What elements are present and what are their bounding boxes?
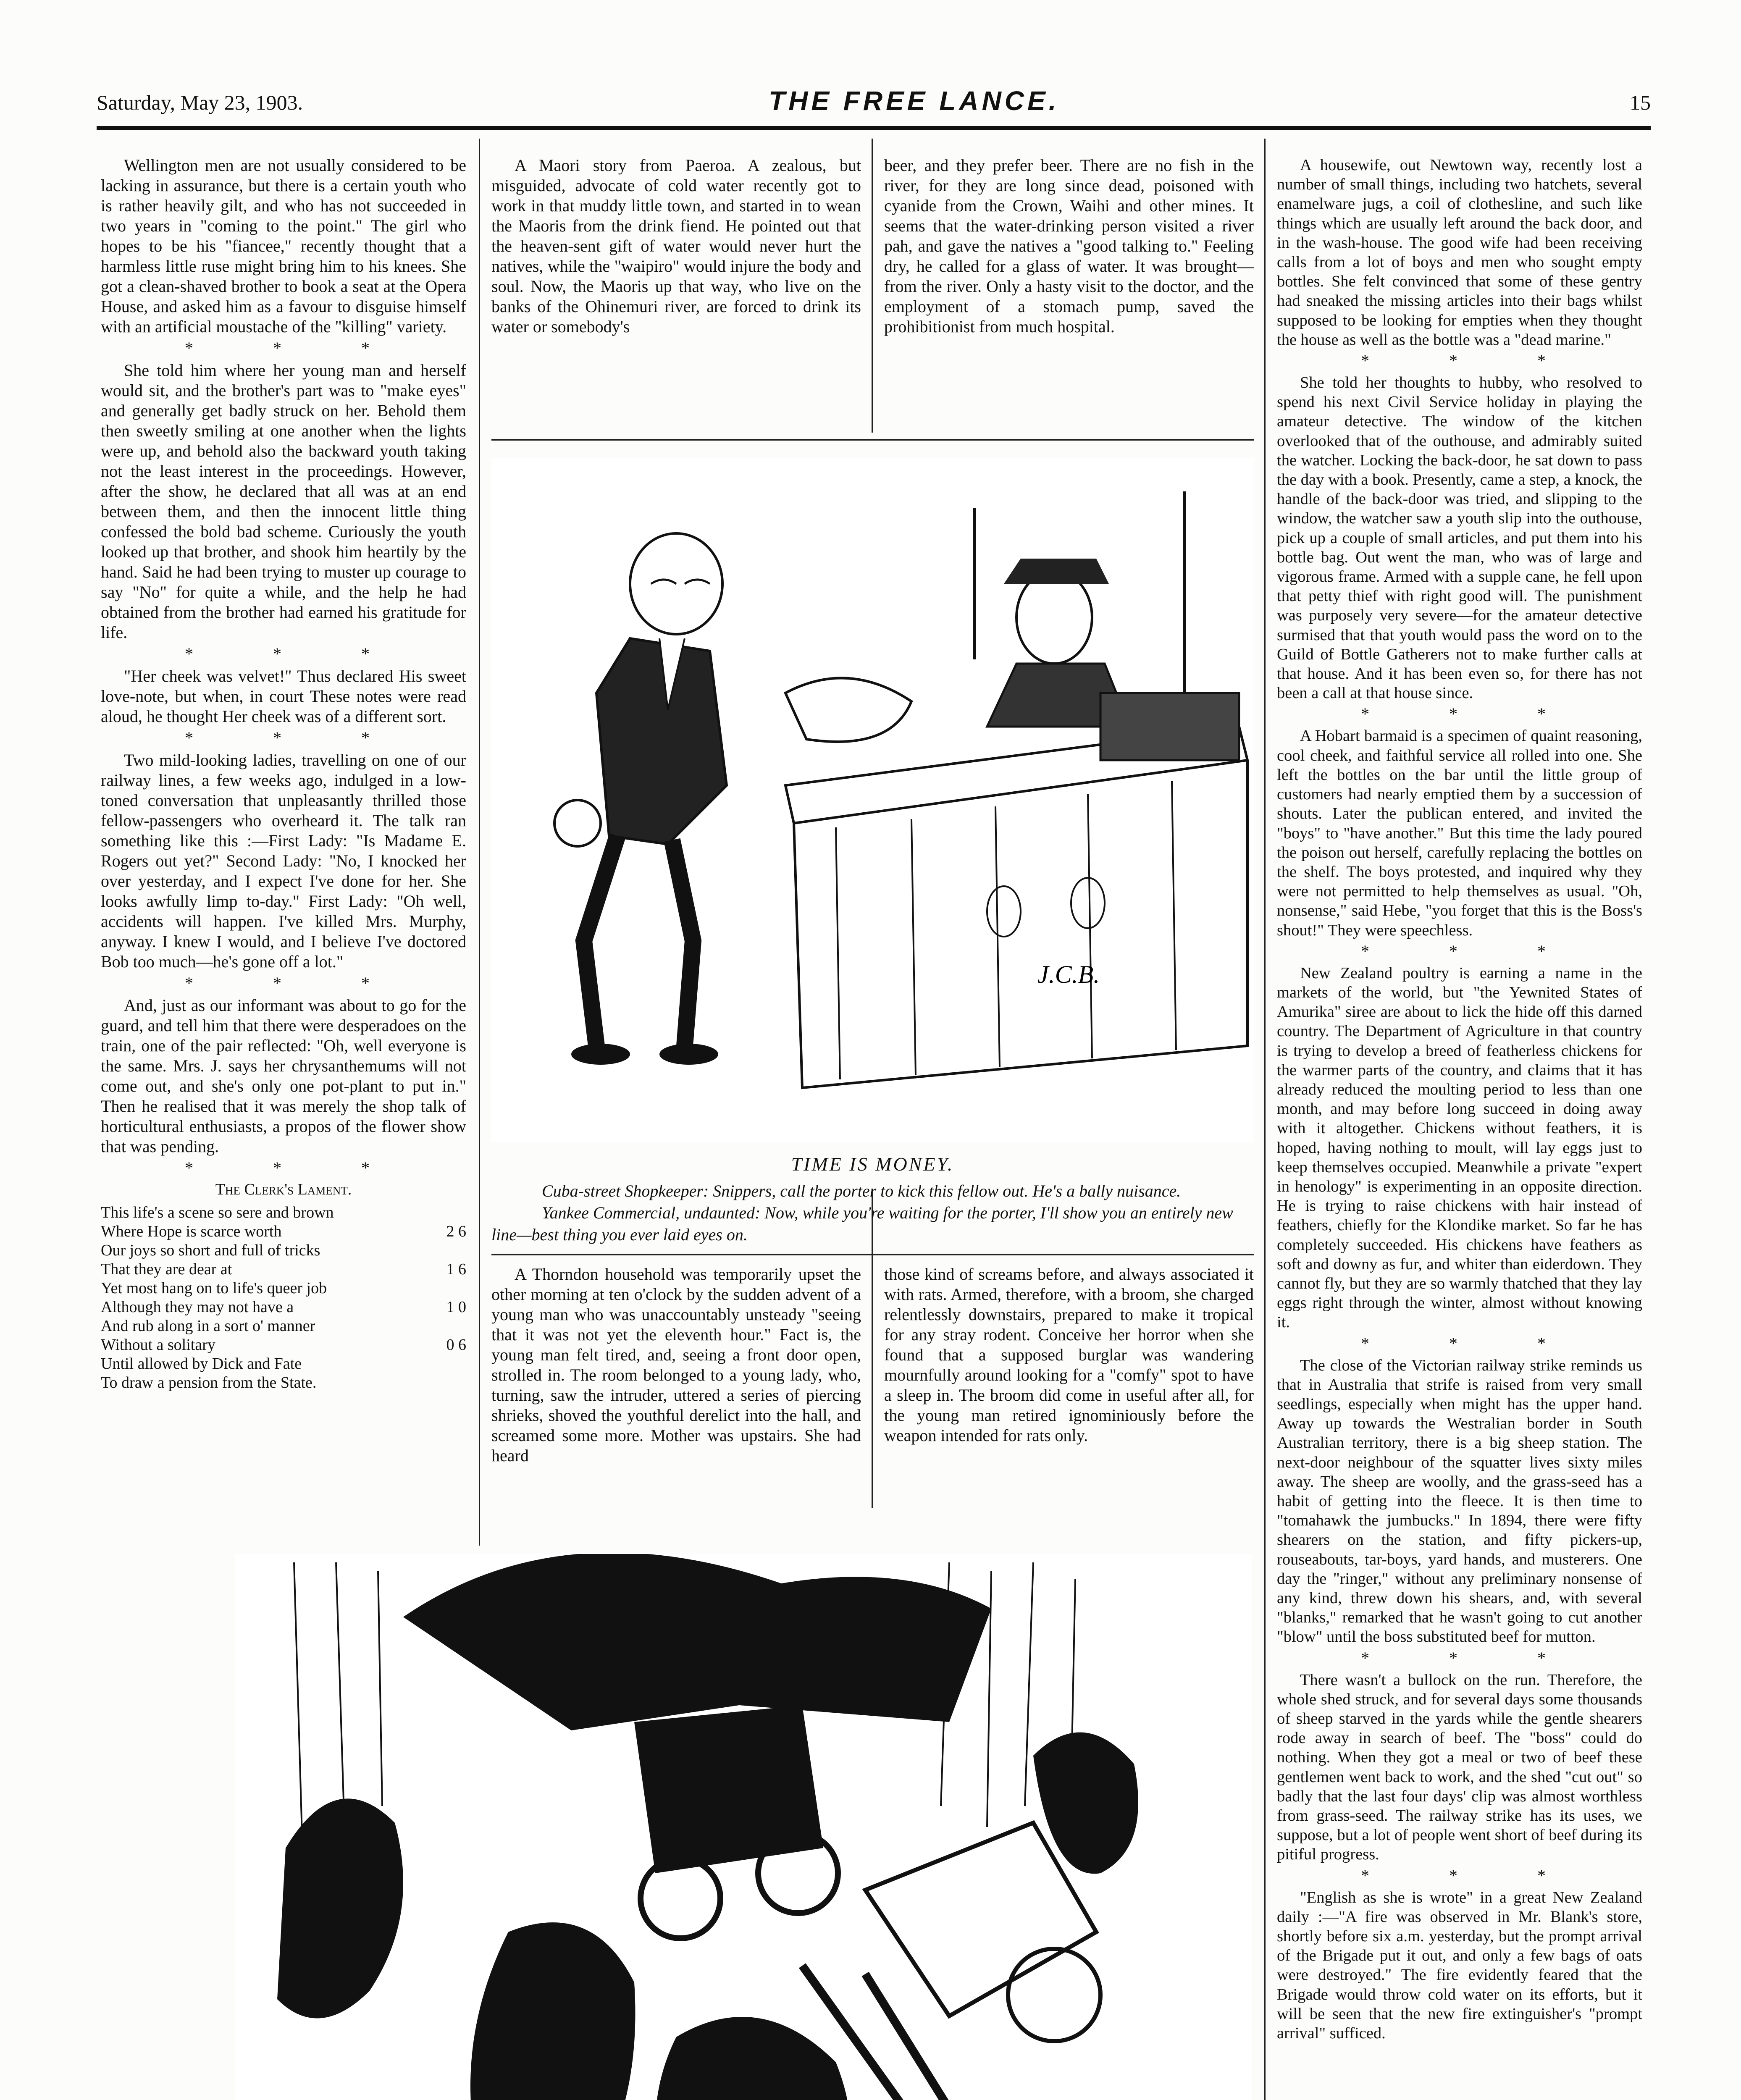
masthead-title: THE FREE LANCE.	[769, 86, 1060, 116]
section-separator: * * *	[1361, 1648, 1583, 1667]
paragraph: beer, and they prefer beer. There are no fish in the river, for they are long since dead, poisoned with cyanide from the Crown, Waihi and other mines. It seems that the water-drinking person visited a river pah, and gave the natives a "good talking to." Feeling dry, he called for a glass of water. It was brought—from the river. Only a hasty visit to the doctor, and the employment of a stomach pump, saved the prohibitionist from much hospital.	[884, 156, 1254, 336]
column-4	[1277, 155, 1642, 2045]
column-divider	[479, 139, 480, 1546]
section-separator: * * *	[1361, 1866, 1583, 1885]
verse-line: Where Hope is scarce worth 2 6	[101, 1223, 466, 1240]
paragraph: "English as she is wrote" in a great New Zealand daily :—"A fire was observed in Mr. Blank's store, shortly before six a.m. yesterday, but the prompt arrival of the Brigade put it out, and only a few bags of oats were destroyed." The fire evidently feared that the Brigade would throw cold water on its efforts, but it will be seen that the new fire extinguisher's "prompt arrival" sufficed.	[1277, 1888, 1642, 2042]
column-divider	[1264, 139, 1266, 2100]
section-separator: * * *	[1361, 351, 1583, 370]
verse-line: That they are dear at 1 6	[101, 1260, 466, 1278]
section-separator: * * *	[1361, 1334, 1583, 1353]
column-2-top	[491, 155, 861, 339]
paragraph: There wasn't a bullock on the run. Therefore, the whole shed struck, and for several days some thousands of sheep starved in the yards while the gentle shearers rode away in search of beef. The "boss" could do nothing. When they got a meal or two of beef these gentlemen went back to work, and the shed "cut out" so badly that the last four days' clip was almost worthless from grass-seed. The railway strike has its uses, we suppose, but a lot of people went short of beef during its pitiful progress.	[1277, 1671, 1642, 1864]
verse-line: Without a solitary 0 6	[101, 1336, 466, 1354]
paragraph: A Hobart barmaid is a specimen of quaint reasoning, cool cheek, and faithful service all rolled into one. She left the bottles on the bar until the little group of customers had nearly emptied them by a succession of shouts. Later the publican entered, and invited the "boys" to "have another." But this time the lady poured the poison out herself, carefully replacing the bottles on the shelf. The boys protested, and inquired why they were not permitted to help themselves as usual. "Oh, nonsense," said Hebe, "you forget that this is the Boss's shout!" They were speechless.	[1277, 727, 1642, 939]
cartoon-caption: Cuba-street Shopkeeper: Snippers, call the porter to kick this fellow out. He's a bally nuisance. Yankee Commercial, undaunted: Now, while you're waiting for the porter, I'll show you an entirely new line—best thing you ever laid eyes on.	[491, 1181, 1233, 1244]
cartoon-title: TIME IS MONEY.	[791, 1153, 954, 1175]
section-separator: * * *	[185, 974, 407, 992]
column-3-mid	[884, 1264, 1254, 1448]
section-separator: * * *	[185, 1158, 407, 1177]
column-divider	[872, 139, 873, 433]
verse-line: Our joys so short and full of tricks	[101, 1242, 320, 1259]
header-rule	[97, 126, 1651, 130]
section-separator: * * *	[185, 644, 407, 663]
paragraph: She told her thoughts to hubby, who resolved to spend his next Civil Service holiday in playing the amateur detective. The window of the kitchen overlooked that of the outhouse, and admirably suited the watcher. Locking the back-door, he sat down to pass the day with a book. Presently, came a step, a knock, the handle of the back-door was tried, and slipping to the window, the watcher saw a youth slip into the outhouse, pick up a couple of small articles, and put them into his bottle bag. Out went the man, who was of large and vigorous frame. Armed with a supple cane, he fell upon that petty thief with right good will. The punishment was purposely very severe—for the amateur detective surmised that that youth would pass the word on to the Guild of Bottle Gatherers not to make further calls at that house. And it has been even so, for there has not been a call at that house since.	[1277, 374, 1642, 702]
section-separator: * * *	[1361, 704, 1583, 724]
verse-line: To draw a pension from the State.	[101, 1374, 317, 1391]
paragraph: Wellington men are not usually considered to be lacking in assurance, but there is a certain youth who is rather heavily gilt, and who has not succeeded in two years in "coming to the point." The girl who hopes to be his "fiancee," recently thought that a harmless little ruse might bring him to his knees. She got a clean-shaved brother to book a seat at the Opera House, and asked him as a favour to disguise himself with an artificial moustache of the "killing" variety.	[101, 156, 466, 336]
issue-date: Saturday, May 23, 1903.	[97, 91, 303, 114]
column-3-top	[884, 155, 1254, 339]
motor-car-illustration	[235, 1554, 1252, 2100]
verse-line: Until allowed by Dick and Fate	[101, 1355, 302, 1373]
verse-line: This life's a scene so sere and brown	[101, 1204, 334, 1221]
paragraph: Two mild-looking ladies, travelling on one of our railway lines, a few weeks ago, indulged in a low-toned conversation that unpleasantly thrilled those fellow-passengers who overheard it. The talk ran something like this :—First Lady: "Is Madame E. Rogers out yet?" Second Lady: "No, I knocked her over yesterday, and I expect I've done for her. She looks awfully limp to-day." First Lady: "Oh well, accidents will happen. I've killed Mrs. Murphy, anyway. I knew I would, and I believe I've doctored Bob too much—he's gone off a lot."	[101, 751, 466, 971]
column-2-mid	[491, 1264, 861, 1468]
artist-signature: J.C.B.	[1037, 961, 1100, 988]
verse-title: The Clerk's Lament.	[215, 1181, 352, 1198]
page-header	[97, 86, 1651, 124]
cartoon-new-terror	[235, 1554, 1252, 2100]
paragraph: A Thorndon household was temporarily upset the other morning at ten o'clock by the sudden advent of a young man who was unaccountably unsteady "seeing that it was not yet the eleventh hour." Fact is, the young man felt tired, and, seeing a front door open, strolled in. The room belonged to a young lady, who, turning, saw the intruder, uttered a series of piercing shrieks, shoved the youthful derelict into the hall, and screamed some more. Mother was upstairs. She had heard	[491, 1265, 861, 1465]
section-separator: * * *	[1361, 941, 1583, 961]
section-rule	[491, 1254, 1254, 1255]
paragraph: A housewife, out Newtown way, recently lost a number of small things, including two hatchets, several enamelware jugs, a coil of clothesline, and such like things which are usually left around the back door, and in the wash-house. The good wife had been receiving calls from a lot of boys and men who sought empty bottles. She felt convinced that some of these gentry had sneaked the missing articles into their bags whilst supposed to be looking for empties when they thought the house as well as the bottle was a "dead marine."	[1277, 156, 1642, 349]
verse-clerks-lament	[101, 1180, 466, 1392]
verse-line: And rub along in a sort o' manner	[101, 1317, 315, 1335]
paragraph: "Her cheek was velvet!" Thus declared His sweet love-note, but when, in court These notes were read aloud, he thought Her cheek was of a different sort.	[101, 667, 466, 726]
paragraph: She told him where her young man and herself would sit, and the brother's part was to "make eyes" and generally get badly struck on her. Behold them then sweetly smiling at one another when the lights were up, and behold also the backward youth taking not the least interest in the proceedings. However, after the show, he declared that all was at an end between them, and then the innocent little thing confessed the bold bad scheme. Curiously the youth looked up that brother, and shook him heartily by the hand. Said he had been trying to muster up courage to say "No" for quite a while, and the help he had obtained from the brother had earned his gratitude for life.	[101, 361, 466, 642]
verse-line: Although they may not have a 1 0	[101, 1298, 466, 1316]
section-separator: * * *	[185, 728, 407, 747]
verse-line: Yet most hang on to life's queer job	[101, 1279, 327, 1297]
shop-scene-illustration	[491, 458, 1254, 1142]
paragraph: A Maori story from Paeroa. A zealous, but misguided, advocate of cold water recently got to work in that muddy little town, and started in to wean the Maoris from the drink fiend. He pointed out that the heaven-sent gift of water would never hurt the natives, while the "waipiro" would injure the body and soul. Now, the Maoris up that way, who live on the banks of the Ohinemuri river, are forced to drink its water or somebody's	[491, 156, 861, 336]
page-number: 15	[1630, 91, 1651, 114]
cartoon-time-is-money	[491, 458, 1254, 1142]
paragraph: The close of the Victorian railway strike reminds us that in Australia that strife is raised from very small seedlings, especially when might has the upper hand. Away up towards the Westralian border in South Australian territory, there is a big sheep station. The next-door neighbour of the squatter lives sixty miles away. The sheep are woolly, and the grass-seed has a habit of getting into the fleece. It is then time to "tomahawk the jumbucks." In 1894, there were fifty shearers on the station, and fifty pickers-up, rouseabouts, tar-boys, yard hands, and musterers. One day the "ringer," without any preliminary nonsense of any kind, threw down his shears, and, with several "blanks," remarked that he wasn't going to cut another "blow" until the boss substituted beef for mutton.	[1277, 1356, 1642, 1646]
column-1	[101, 155, 466, 1392]
section-rule	[491, 439, 1254, 441]
paragraph: those kind of screams before, and always associated it with rats. Armed, therefore, with a broom, she charged relentlessly downstairs, prepared to make it tropical for any stray rodent. Conceive her horror when she found that a supposed burglar was wandering mournfully around looking for a "comfy" spot to have a sleep in. The broom did come in useful after all, for the young man retired ignominiously before the weapon intended for rats only.	[884, 1265, 1254, 1445]
paragraph: And, just as our informant was about to go for the guard, and tell him that there were desperadoes on the train, one of the pair reflected: "Oh, well everyone is the same. Mrs. J. says her chrysanthemums will not come out, and she's only one pot-plant to put in." Then he realised that it was merely the shop talk of horticultural enthusiasts, a propos of the flower show that was pending.	[101, 996, 466, 1156]
paragraph: New Zealand poultry is earning a name in the markets of the world, but "the Yewnited States of Amurika" siree are about to lick the hide off this darned country. The Department of Agriculture in that country is trying to develop a breed of featherless chickens for the warmer parts of the country, and claims that it has already reduced the moulting period to less than one month, and may before long succeed in doing away with it altogether. Chickens without feathers, it is hoped, having nothing to moult, will lay eggs just to keep themselves occupied. Meanwhile a private "expert in henology" is experimenting in an opposite direction. He is trying to raise chickens with hair instead of feathers, chiefly for the Klondike market. So far he has completely succeeded. His chickens have feathers as soft and downy as fur, and whiter than eiderdown. They cannot fly, but they are so warmly thatched that they lay eggs right through the winter, almost without knowing it.	[1277, 964, 1642, 1331]
section-separator: * * *	[185, 339, 407, 357]
